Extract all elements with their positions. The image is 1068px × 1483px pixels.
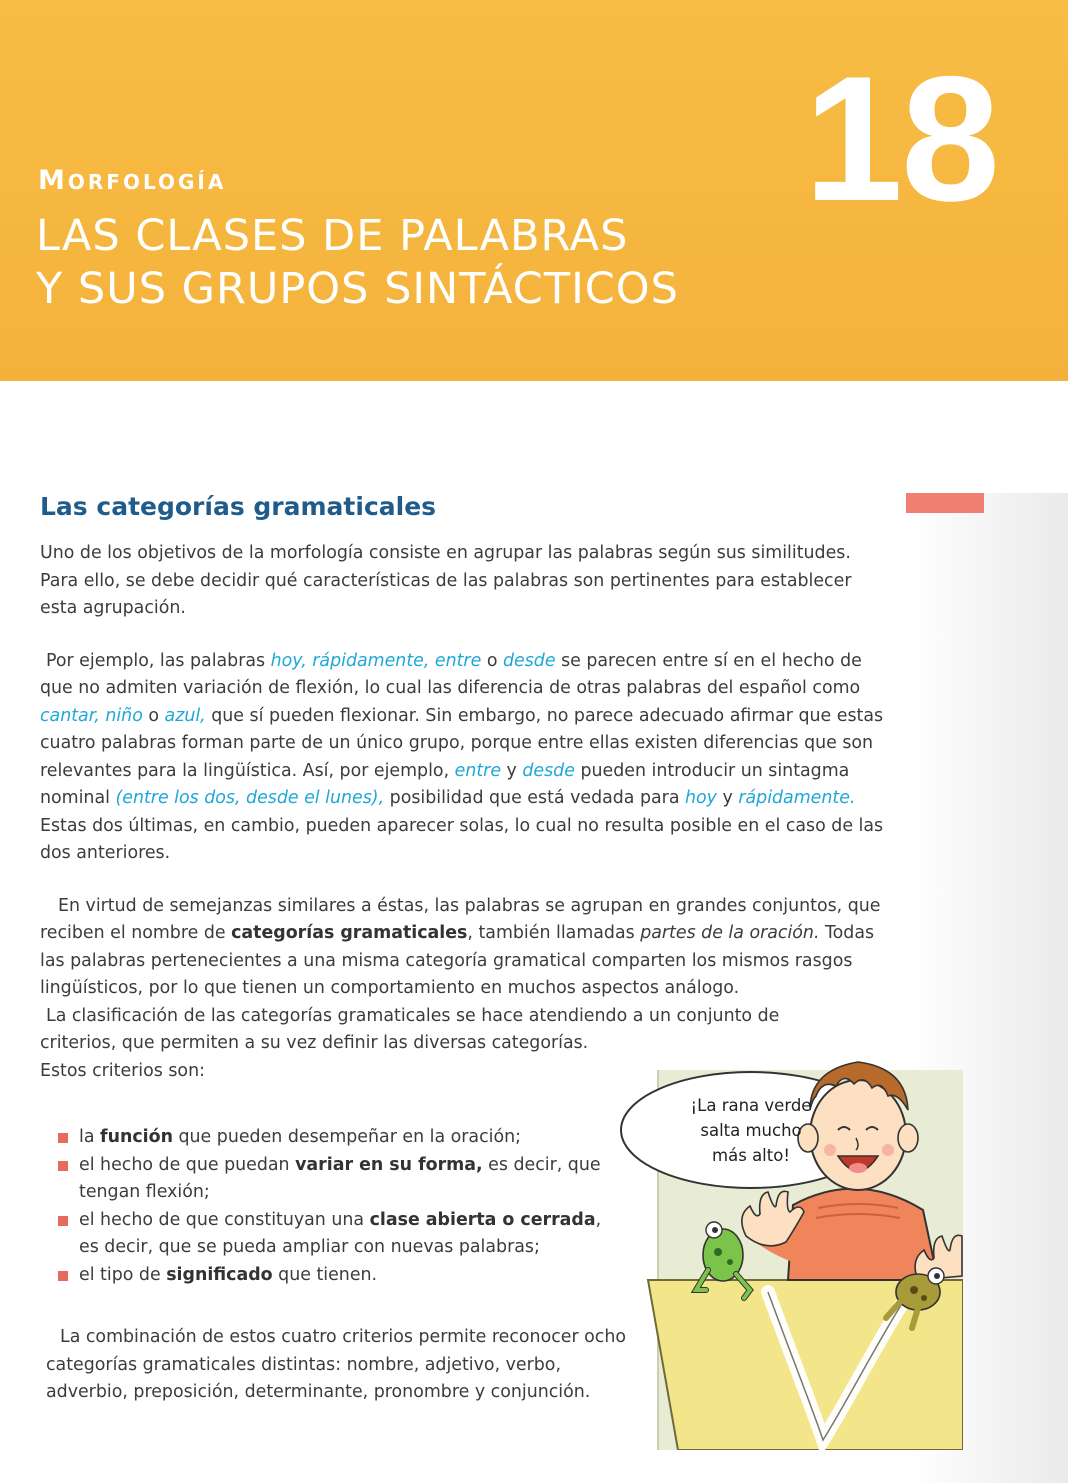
bullet-icon (58, 1133, 68, 1143)
list-item: el hecho de que constituyan una clase abierta o cerrada, es decir, que se pueda ampliar con nuevas palabras; (58, 1207, 618, 1262)
paragraph-2: Por ejemplo, las palabras hoy, rápidamente, entre o desde se parecen entre sí en el hecho de que no admiten variación de flexión, lo cual las diferencia de otras palabras del español como cantar, niño o azul, que sí pueden flexionar. Sin embargo, no parece adecuado afirmar que estas cuatro palabras forman parte de un único grupo, porque entre ellas existen diferencias que son relevantes para la lingüística. Así, por ejemplo, entre y desde pueden introducir un sintagma nominal (entre los dos, desde el lunes), posibilidad que está vedada para hoy y rápidamente. Estas dos últimas, en cambio, pueden aparecer solas, lo cual no resulta posible en el caso de las dos anteriores. (40, 650, 884, 863)
paragraph-3: En virtud de semejanzas similares a éstas, las palabras se agrupan en grandes conjuntos, que reciben el nombre de categorías gramaticales, también llamadas partes de la oración. Todas las palabras pertenecientes a una misma categoría gramatical comparten los mismos rasgos lingüísticos, por lo que tienen un comportamiento en muchos aspectos análogo. (40, 895, 881, 998)
speech-bubble-text: ¡La rana verde salta mucho más alto! (690, 1096, 812, 1165)
list-item: el hecho de que puedan variar en su forma, es decir, que tengan flexión; (58, 1152, 618, 1207)
chapter-number: 18 (804, 39, 998, 238)
bullet-icon (58, 1216, 68, 1226)
section-label: MORFOLOGÍA (38, 165, 227, 196)
section-marker (906, 493, 984, 513)
chapter-header (0, 0, 1068, 381)
list-item: la función que pueden desempeñar en la oración; (58, 1124, 618, 1152)
closing-paragraph: La combinación de estos cuatro criterios permite reconocer ocho categorías gramaticales distintas: nombre, adjetivo, verbo, adverbio, preposición, determinante, pronombre y conjunción. (46, 1327, 627, 1402)
bullet-icon (58, 1271, 68, 1281)
criteria-list (58, 1124, 618, 1289)
paragraph-4: La clasificación de las categorías gramaticales se hace atendiendo a un conjunto de criterios, que permiten a su vez definir las diversas categorías. (40, 1005, 780, 1053)
bullet-icon (58, 1161, 68, 1171)
paragraph-1: Uno de los objetivos de la morfología consiste en agrupar las palabras según sus similitudes. Para ello, se debe decidir qué características de las palabras son pertinentes para establecer esta agrupación. (40, 543, 852, 618)
paragraph-5: Estos criterios son: (40, 1060, 205, 1081)
chapter-title (36, 210, 796, 316)
list-item: el tipo de significado que tienen. (58, 1262, 618, 1290)
section-heading: Las categorías gramaticales (40, 492, 437, 521)
main-content (40, 490, 890, 1085)
chapter-title-line-1: LAS CLASES DE PALABRAS (36, 211, 629, 261)
chapter-title-line-2: Y SUS GRUPOS SINTÁCTICOS (36, 264, 679, 314)
